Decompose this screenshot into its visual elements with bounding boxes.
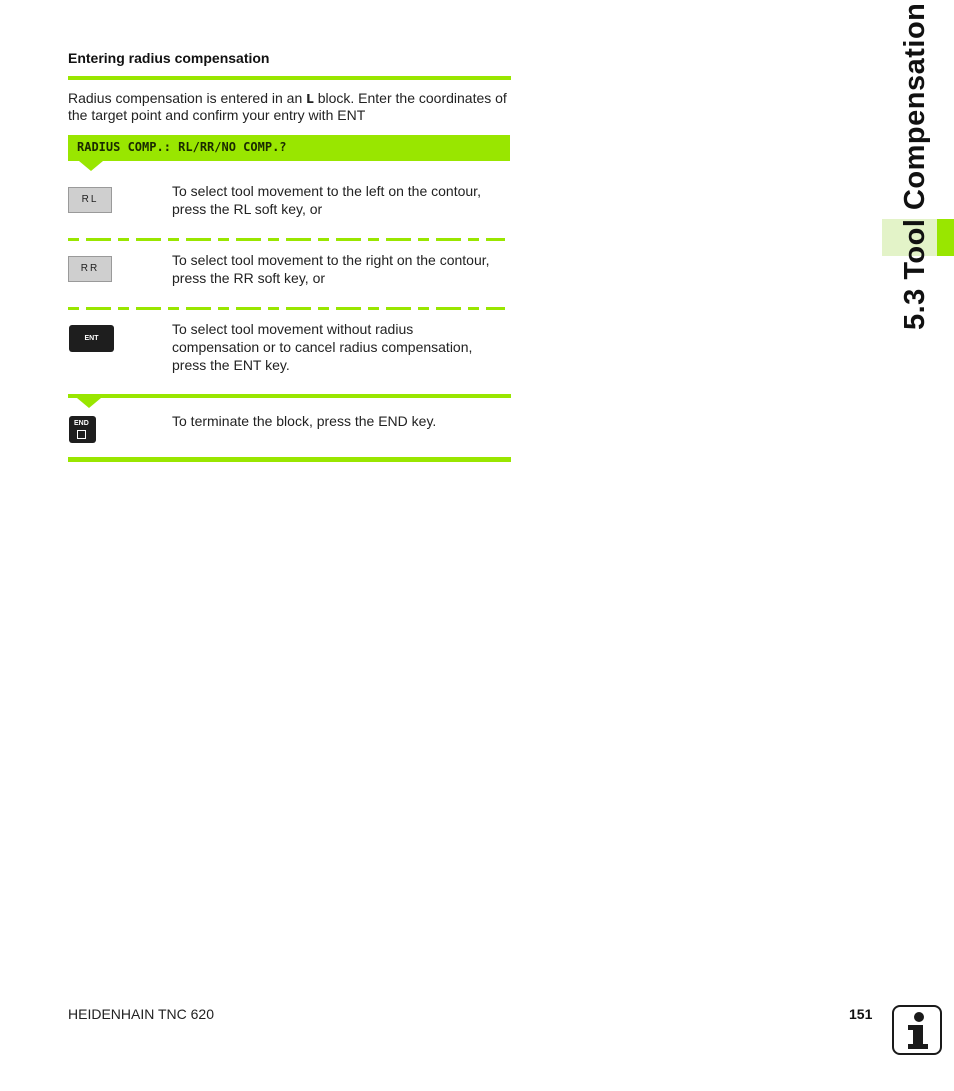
rl-softkey[interactable]: RL [68, 187, 112, 213]
intro-text-after: block. Enter the coordinates of the target point and confirm your entry with ENT [68, 90, 507, 123]
intro-bold-L: L [306, 92, 314, 106]
step-divider-2 [68, 307, 505, 310]
step-end-description: To terminate the block, press the END key. [172, 413, 437, 429]
footer-product: HEIDENHAIN TNC 620 [68, 1006, 215, 1022]
dialog-prompt: RADIUS COMP.: RL/RR/NO COMP.? [68, 135, 510, 161]
block-rule [68, 394, 511, 398]
section-end-rule [68, 457, 511, 462]
step-divider-1 [68, 238, 505, 241]
block-pointer [77, 398, 101, 408]
intro-paragraph [68, 90, 513, 123]
step-rl-description: To select tool movement to the left on the contour, press the RL soft key, or [172, 183, 481, 217]
end-key[interactable] [69, 416, 96, 443]
step-rr-description: To select tool movement to the right on the contour, press the RR soft key, or [172, 252, 490, 286]
end-key-square-icon [77, 430, 86, 439]
heading-rule [68, 76, 511, 80]
section-heading: Entering radius compensation [68, 50, 270, 66]
chapter-title: 5.3 Tool Compensation [899, 2, 931, 330]
prompt-pointer [79, 161, 103, 171]
step-ent-description: To select tool movement without radius compensation or to cancel radius compensation, press the ENT key. [172, 321, 473, 373]
end-key-label: END [74, 420, 89, 427]
rr-softkey[interactable]: RR [68, 256, 112, 282]
intro-text-before: Radius compensation is entered in an [68, 90, 307, 106]
ent-key[interactable]: ENT [69, 325, 114, 352]
page-number: 151 [849, 1006, 873, 1022]
info-icon [892, 1005, 942, 1055]
